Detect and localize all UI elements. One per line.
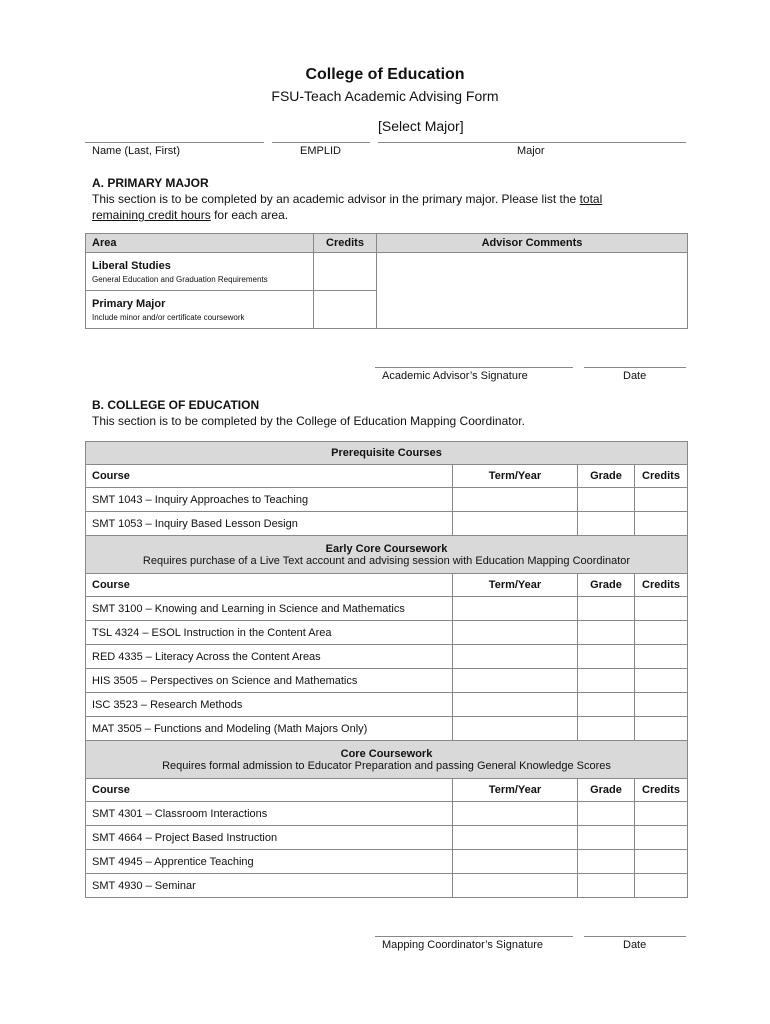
course-name: SMT 4930 – Seminar — [86, 874, 453, 898]
name-line[interactable] — [85, 142, 264, 143]
col-advisor-comments: Advisor Comments — [377, 234, 688, 253]
grade-cell[interactable] — [578, 621, 635, 645]
major-label: Major — [517, 145, 545, 157]
course-name: SMT 4664 – Project Based Instruction — [86, 826, 453, 850]
table-row — [86, 850, 688, 874]
form-title: College of Education — [305, 66, 465, 83]
credits-cell[interactable] — [635, 669, 688, 693]
course-name: SMT 3100 – Knowing and Learning in Science and Mathematics — [86, 597, 453, 621]
table-row — [86, 669, 688, 693]
group-title: Prerequisite Courses — [331, 447, 442, 459]
table-row — [86, 253, 688, 291]
advisor-date-line[interactable] — [584, 367, 686, 368]
table-row — [86, 621, 688, 645]
table-row — [86, 693, 688, 717]
grade-cell[interactable] — [578, 597, 635, 621]
term-cell[interactable] — [453, 802, 578, 826]
name-label: Name (Last, First) — [92, 145, 181, 157]
advisor-signature-label: Academic Advisor’s Signature — [382, 370, 528, 382]
emplid-line[interactable] — [272, 142, 370, 143]
table-row — [86, 826, 688, 850]
term-cell[interactable] — [453, 621, 578, 645]
group-header-core — [86, 741, 688, 779]
major-line[interactable] — [378, 142, 686, 143]
group-header-early-core — [86, 536, 688, 574]
credits-cell[interactable] — [314, 291, 377, 329]
term-cell[interactable] — [453, 693, 578, 717]
coordinator-signature-line[interactable] — [375, 936, 573, 937]
term-cell[interactable] — [453, 874, 578, 898]
form-subtitle: FSU-Teach Academic Advising Form — [271, 88, 499, 104]
primary-major-table — [85, 233, 688, 329]
table-row — [86, 512, 688, 536]
emplid-label: EMPLID — [300, 145, 341, 157]
col-grade: Grade — [578, 779, 635, 802]
credits-cell[interactable] — [635, 488, 688, 512]
group-note: Requires formal admission to Educator Preparation and passing General Knowledge Scores — [162, 759, 611, 772]
grade-cell[interactable] — [578, 693, 635, 717]
col-term-year: Term/Year — [453, 779, 578, 802]
credits-cell[interactable] — [635, 717, 688, 741]
grade-cell[interactable] — [578, 717, 635, 741]
term-cell[interactable] — [453, 645, 578, 669]
coordinator-date-label: Date — [623, 939, 647, 951]
advisor-date-label: Date — [623, 370, 647, 382]
credits-cell[interactable] — [635, 850, 688, 874]
col-credits: Credits — [635, 465, 688, 488]
section-b-heading: B. COLLEGE OF EDUCATION — [92, 398, 260, 412]
course-name: MAT 3505 – Functions and Modeling (Math Majors Only) — [86, 717, 453, 741]
course-name: SMT 4945 – Apprentice Teaching — [86, 850, 453, 874]
col-term-year: Term/Year — [453, 574, 578, 597]
grade-cell[interactable] — [578, 874, 635, 898]
section-b-description: This section is to be completed by the College of Education Mapping Coordinator. — [92, 414, 525, 428]
section-a-underlined-2: remaining credit hours — [92, 208, 211, 222]
section-a-underlined-1: total — [579, 192, 603, 206]
area-cell — [86, 253, 314, 291]
credits-cell[interactable] — [635, 512, 688, 536]
grade-cell[interactable] — [578, 488, 635, 512]
area-subtitle: Include minor and/or certificate coursework — [92, 312, 245, 322]
course-name: ISC 3523 – Research Methods — [86, 693, 453, 717]
col-term-year: Term/Year — [453, 465, 578, 488]
grade-cell[interactable] — [578, 802, 635, 826]
col-credits: Credits — [635, 779, 688, 802]
grade-cell[interactable] — [578, 669, 635, 693]
table-row — [86, 597, 688, 621]
col-credits: Credits — [635, 574, 688, 597]
grade-cell[interactable] — [578, 645, 635, 669]
section-a-text-after: for each area. — [210, 208, 289, 222]
col-course: Course — [86, 574, 453, 597]
col-course: Course — [86, 465, 453, 488]
area-subtitle: General Education and Graduation Requirements — [92, 274, 268, 284]
grade-cell[interactable] — [578, 850, 635, 874]
course-name: SMT 4301 – Classroom Interactions — [86, 802, 453, 826]
term-cell[interactable] — [453, 669, 578, 693]
section-a-text-before: This section is to be completed by an academic advisor in the primary major. Please list the — [92, 192, 580, 206]
credits-cell[interactable] — [635, 621, 688, 645]
credits-cell[interactable] — [635, 874, 688, 898]
credits-cell[interactable] — [314, 253, 377, 291]
term-cell[interactable] — [453, 850, 578, 874]
credits-cell[interactable] — [635, 597, 688, 621]
group-note: Requires purchase of a Live Text account and advising session with Education Mapping Coordinator — [142, 554, 631, 567]
term-cell[interactable] — [453, 512, 578, 536]
credits-cell[interactable] — [635, 802, 688, 826]
area-title: Primary Major — [92, 297, 166, 310]
advisor-comments-cell[interactable] — [377, 253, 688, 329]
area-title: Liberal Studies — [92, 259, 171, 272]
section-a-description — [92, 191, 652, 223]
advisor-signature-line[interactable] — [375, 367, 573, 368]
table-row — [86, 802, 688, 826]
group-header-prerequisite — [86, 442, 688, 465]
course-name: RED 4335 – Literacy Across the Content Areas — [86, 645, 453, 669]
course-name: HIS 3505 – Perspectives on Science and Mathematics — [86, 669, 453, 693]
credits-cell[interactable] — [635, 645, 688, 669]
col-area: Area — [86, 234, 314, 253]
credits-cell[interactable] — [635, 693, 688, 717]
course-name: TSL 4324 – ESOL Instruction in the Content Area — [86, 621, 453, 645]
course-name: SMT 1043 – Inquiry Approaches to Teaching — [86, 488, 453, 512]
group-title: Early Core Coursework — [325, 542, 448, 555]
coordinator-signature-label: Mapping Coordinator’s Signature — [382, 939, 544, 951]
course-name: SMT 1053 – Inquiry Based Lesson Design — [86, 512, 453, 536]
area-cell — [86, 291, 314, 329]
col-credits: Credits — [314, 234, 377, 253]
section-a-heading: A. PRIMARY MAJOR — [92, 176, 209, 190]
grade-cell[interactable] — [578, 512, 635, 536]
col-grade: Grade — [578, 465, 635, 488]
term-cell[interactable] — [453, 826, 578, 850]
table-row — [86, 717, 688, 741]
table-row — [86, 488, 688, 512]
major-select[interactable]: [Select Major] — [378, 118, 464, 134]
group-title: Core Coursework — [340, 747, 433, 760]
term-cell[interactable] — [453, 488, 578, 512]
coordinator-date-line[interactable] — [584, 936, 686, 937]
col-grade: Grade — [578, 574, 635, 597]
col-course: Course — [86, 779, 453, 802]
table-row — [86, 645, 688, 669]
term-cell[interactable] — [453, 597, 578, 621]
term-cell[interactable] — [453, 717, 578, 741]
coe-courses-table — [85, 441, 688, 898]
grade-cell[interactable] — [578, 826, 635, 850]
table-row — [86, 874, 688, 898]
credits-cell[interactable] — [635, 826, 688, 850]
